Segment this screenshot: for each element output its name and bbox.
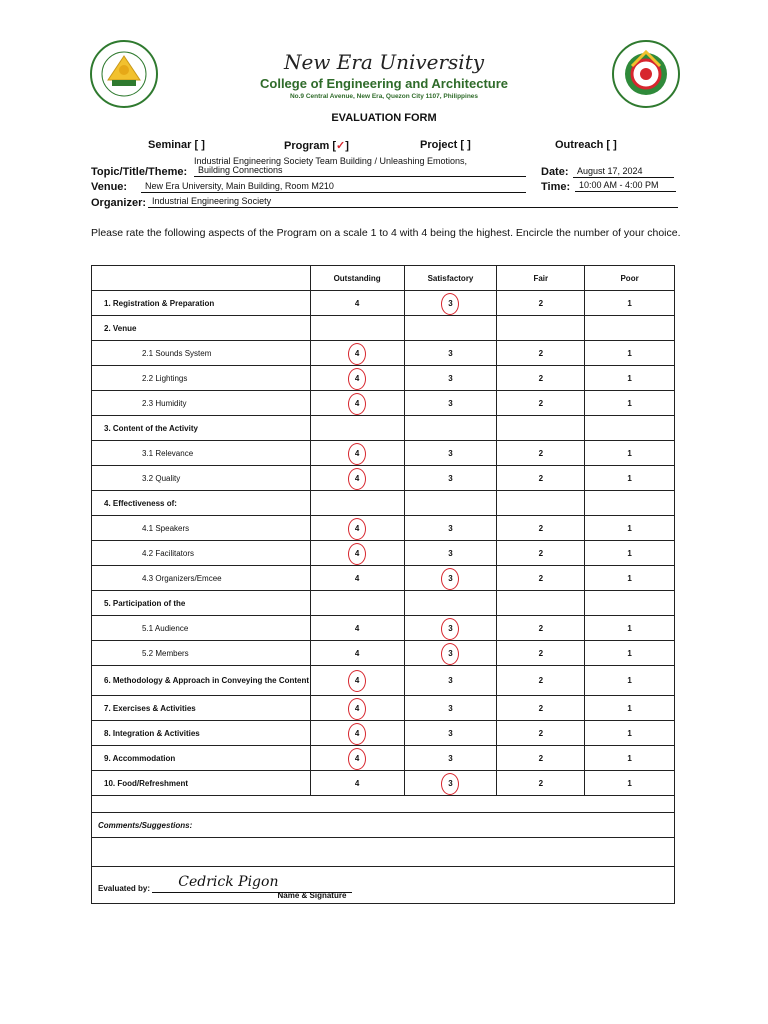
rating-selected-circle[interactable]: 4 <box>352 399 362 408</box>
rating-option[interactable]: 4 <box>354 573 360 583</box>
row-label: 2.2 Lightings <box>92 366 311 391</box>
rating-option[interactable]: 1 <box>627 448 632 458</box>
rating-option[interactable]: 2 <box>538 648 544 658</box>
venue-value[interactable]: New Era University, Main Building, Room M210 <box>141 181 526 193</box>
rating-cell[interactable] <box>404 341 497 366</box>
rating-option[interactable]: 1 <box>627 623 632 633</box>
rating-cell[interactable] <box>585 516 675 541</box>
rating-cell[interactable] <box>404 541 497 566</box>
rating-cell[interactable] <box>497 666 585 696</box>
row-label: 5.1 Audience <box>92 616 311 641</box>
signature: Cedrick Pigon <box>178 873 279 890</box>
table-row <box>92 566 675 591</box>
rating-selected-circle[interactable]: 4 <box>352 524 362 533</box>
rating-cell <box>497 591 585 616</box>
rating-cell <box>585 316 675 341</box>
category-outreach[interactable]: Outreach [ ] <box>555 139 617 151</box>
venue-label: Venue: <box>91 181 128 193</box>
rating-cell[interactable] <box>310 441 404 466</box>
rating-cell[interactable] <box>404 771 497 796</box>
row-label: 8. Integration & Activities <box>92 721 311 746</box>
rating-selected-circle[interactable]: 3 <box>445 624 455 633</box>
rating-cell <box>404 491 497 516</box>
row-label: 4.2 Facilitators <box>92 541 311 566</box>
rating-option[interactable]: 3 <box>448 753 453 763</box>
topic-value-line1: Industrial Engineering Society Team Building / Unleashing Emotions, <box>194 156 467 166</box>
table-row <box>92 591 675 616</box>
rating-cell[interactable] <box>404 746 497 771</box>
category-program[interactable]: Program [✓] <box>284 140 349 152</box>
rating-cell[interactable] <box>310 746 404 771</box>
rating-cell <box>585 416 675 441</box>
rating-option[interactable]: 3 <box>448 523 453 533</box>
rating-cell[interactable] <box>585 541 675 566</box>
header-cell-empty <box>92 266 311 291</box>
comments-row[interactable] <box>92 813 675 838</box>
row-label: 3.1 Relevance <box>92 441 311 466</box>
rating-cell[interactable] <box>404 641 497 666</box>
rating-cell[interactable] <box>585 466 675 491</box>
row-label: 6. Methodology & Approach in Conveying the Content <box>92 666 311 696</box>
table-row <box>92 466 675 491</box>
rating-option[interactable]: 2 <box>538 373 544 383</box>
row-label: 4.1 Speakers <box>92 516 311 541</box>
comments-field[interactable] <box>92 838 675 867</box>
category-project[interactable]: Project [ ] <box>420 139 471 151</box>
rating-cell[interactable] <box>585 771 675 796</box>
rating-selected-circle[interactable]: 4 <box>352 549 362 558</box>
rating-option[interactable]: 1 <box>627 298 632 308</box>
rating-option[interactable]: 1 <box>627 573 632 583</box>
row-label: 2.3 Humidity <box>92 391 311 416</box>
rating-cell[interactable] <box>497 466 585 491</box>
rating-cell[interactable] <box>310 721 404 746</box>
date-value[interactable]: August 17, 2024 <box>573 166 674 178</box>
rating-option[interactable]: 4 <box>354 623 360 633</box>
rating-cell[interactable] <box>585 441 675 466</box>
rating-cell[interactable] <box>585 616 675 641</box>
table-row <box>92 441 675 466</box>
rating-cell[interactable] <box>585 341 675 366</box>
time-label: Time: <box>541 181 571 193</box>
rating-cell <box>404 591 497 616</box>
row-label: 4. Effectiveness of: <box>92 491 311 516</box>
rating-cell[interactable] <box>404 696 497 721</box>
table-row <box>92 316 675 341</box>
rating-option[interactable]: 2 <box>538 448 544 458</box>
rating-selected-circle[interactable]: 3 <box>445 779 455 788</box>
rating-cell[interactable] <box>310 566 404 591</box>
table-row <box>92 391 675 416</box>
rating-cell[interactable] <box>585 641 675 666</box>
rating-cell[interactable] <box>585 366 675 391</box>
rating-cell[interactable] <box>404 516 497 541</box>
rating-option[interactable]: 3 <box>448 728 453 738</box>
rating-option[interactable]: 2 <box>538 523 544 533</box>
rating-cell[interactable] <box>404 466 497 491</box>
rating-option[interactable]: 1 <box>627 778 632 788</box>
rating-option[interactable]: 3 <box>448 676 453 685</box>
rating-option[interactable]: 2 <box>538 753 544 763</box>
signature-caption: Name & Signature <box>277 890 347 900</box>
rating-selected-circle[interactable]: 4 <box>352 449 362 458</box>
rating-cell <box>310 491 404 516</box>
rating-cell[interactable] <box>585 566 675 591</box>
program-checkbox[interactable]: [✓] <box>332 140 349 152</box>
rating-option[interactable]: 3 <box>448 473 453 483</box>
rating-cell[interactable] <box>310 616 404 641</box>
rating-selected-circle[interactable]: 4 <box>352 349 362 358</box>
table-row <box>92 541 675 566</box>
rating-option[interactable]: 3 <box>448 548 453 558</box>
row-label: 2. Venue <box>92 316 311 341</box>
rating-selected-circle[interactable]: 4 <box>352 374 362 383</box>
time-value[interactable]: 10:00 AM - 4:00 PM <box>575 180 676 192</box>
column-header-outstanding: Outstanding <box>310 266 404 291</box>
rating-cell[interactable] <box>497 516 585 541</box>
rating-cell[interactable] <box>585 391 675 416</box>
rating-option[interactable]: 2 <box>538 703 544 713</box>
topic-label: Topic/Title/Theme: <box>91 166 188 178</box>
table-header-row <box>92 266 675 291</box>
rating-option[interactable]: 3 <box>448 448 453 458</box>
rating-cell[interactable] <box>497 441 585 466</box>
organizer-label: Organizer: <box>91 197 147 209</box>
rating-option[interactable]: 2 <box>538 348 544 358</box>
table-row <box>92 366 675 391</box>
rating-option[interactable]: 1 <box>627 703 632 713</box>
rating-cell <box>497 316 585 341</box>
rating-cell[interactable] <box>310 696 404 721</box>
rating-cell[interactable] <box>310 291 404 316</box>
check-mark-icon: ✓ <box>335 140 346 152</box>
rating-selected-circle[interactable]: 3 <box>445 649 455 658</box>
rating-cell <box>404 316 497 341</box>
rating-cell[interactable] <box>404 566 497 591</box>
table-row <box>92 721 675 746</box>
rating-option[interactable]: 4 <box>354 648 360 658</box>
rating-cell[interactable] <box>310 391 404 416</box>
project-checkbox[interactable]: [ ] <box>460 139 471 151</box>
rating-cell[interactable] <box>404 721 497 746</box>
table-row <box>92 491 675 516</box>
table-row <box>92 616 675 641</box>
rating-option[interactable]: 1 <box>627 676 632 685</box>
rating-selected-circle[interactable]: 4 <box>352 729 362 738</box>
table-row <box>92 666 675 696</box>
rating-cell[interactable] <box>585 666 675 696</box>
row-label: 9. Accommodation <box>92 746 311 771</box>
college-name: College of Engineering and Architecture <box>260 76 508 91</box>
table-row <box>92 516 675 541</box>
rating-option[interactable]: 1 <box>627 523 632 533</box>
rating-cell[interactable] <box>585 696 675 721</box>
rating-option[interactable]: 1 <box>627 373 632 383</box>
topic-value-line2[interactable]: Building Connections <box>194 165 526 177</box>
rating-cell <box>497 491 585 516</box>
rating-option[interactable]: 3 <box>448 373 453 383</box>
rating-selected-circle[interactable]: 4 <box>352 474 362 483</box>
rating-cell[interactable] <box>310 366 404 391</box>
table-row <box>92 771 675 796</box>
rating-option[interactable]: 3 <box>448 348 453 358</box>
row-label: 3.2 Quality <box>92 466 311 491</box>
row-label: 7. Exercises & Activities <box>92 696 311 721</box>
rating-cell[interactable] <box>497 366 585 391</box>
rating-cell[interactable] <box>497 341 585 366</box>
rating-option[interactable]: 1 <box>627 348 632 358</box>
rating-cell[interactable] <box>310 341 404 366</box>
rating-option[interactable]: 2 <box>538 676 544 685</box>
rating-cell[interactable] <box>497 721 585 746</box>
evaluated-by-row <box>92 867 675 904</box>
rating-cell <box>585 591 675 616</box>
row-label: 2.1 Sounds System <box>92 341 311 366</box>
rating-cell[interactable] <box>404 291 497 316</box>
rating-cell[interactable] <box>310 516 404 541</box>
rating-option[interactable]: 2 <box>538 548 544 558</box>
rating-selected-circle[interactable]: 3 <box>445 574 455 583</box>
rating-cell[interactable] <box>497 746 585 771</box>
rating-cell[interactable] <box>585 746 675 771</box>
rating-option[interactable]: 1 <box>627 473 632 483</box>
rating-option[interactable]: 3 <box>448 398 453 408</box>
rating-option[interactable]: 4 <box>354 298 360 308</box>
rating-cell[interactable] <box>404 616 497 641</box>
university-address: No.9 Central Avenue, New Era, Quezon City 1107, Philippines <box>289 93 479 100</box>
date-label: Date: <box>541 166 569 178</box>
rating-cell[interactable] <box>310 541 404 566</box>
evaluation-table <box>91 265 675 904</box>
column-header-fair: Fair <box>497 266 585 291</box>
rating-cell[interactable] <box>497 696 585 721</box>
outreach-checkbox[interactable]: [ ] <box>606 139 617 151</box>
rating-cell[interactable] <box>585 721 675 746</box>
rating-option[interactable]: 1 <box>627 548 632 558</box>
rating-cell[interactable] <box>497 566 585 591</box>
table-row <box>92 641 675 666</box>
rating-option[interactable]: 2 <box>538 728 544 738</box>
rating-cell <box>310 416 404 441</box>
rating-option[interactable]: 1 <box>627 753 632 763</box>
rating-selected-circle[interactable]: 4 <box>352 704 362 713</box>
category-seminar[interactable]: Seminar [ ] <box>148 139 205 151</box>
rating-cell[interactable] <box>497 391 585 416</box>
rating-cell[interactable] <box>310 466 404 491</box>
rating-cell[interactable] <box>497 771 585 796</box>
rating-option[interactable]: 2 <box>538 298 544 308</box>
table-row <box>92 416 675 441</box>
rating-cell[interactable] <box>585 291 675 316</box>
organizer-value[interactable]: Industrial Engineering Society <box>148 196 678 208</box>
form-title: EVALUATION FORM <box>331 112 437 124</box>
rating-option[interactable]: 2 <box>538 573 544 583</box>
rating-cell <box>404 416 497 441</box>
rating-cell <box>310 316 404 341</box>
table-row <box>92 341 675 366</box>
rating-cell <box>497 416 585 441</box>
table-row <box>92 696 675 721</box>
table-row <box>92 746 675 771</box>
rating-selected-circle[interactable]: 4 <box>352 754 362 763</box>
rating-cell[interactable] <box>497 641 585 666</box>
rating-cell <box>310 591 404 616</box>
blank-row <box>92 796 675 813</box>
rating-cell[interactable] <box>497 291 585 316</box>
rating-selected-circle[interactable]: 4 <box>352 676 362 685</box>
rating-option[interactable]: 1 <box>627 398 632 408</box>
rating-cell <box>585 491 675 516</box>
row-label: 3. Content of the Activity <box>92 416 311 441</box>
row-label: 5. Participation of the <box>92 591 311 616</box>
rating-option[interactable]: 2 <box>538 398 544 408</box>
rating-option[interactable]: 4 <box>354 778 360 788</box>
rating-option[interactable]: 1 <box>627 728 632 738</box>
rating-cell[interactable] <box>310 771 404 796</box>
comments-input-row[interactable] <box>92 838 675 867</box>
table-row <box>92 291 675 316</box>
rating-selected-circle[interactable]: 3 <box>445 299 455 308</box>
rating-cell[interactable] <box>497 616 585 641</box>
row-label: 1. Registration & Preparation <box>92 291 311 316</box>
seminar-checkbox[interactable]: [ ] <box>194 139 205 151</box>
rating-cell[interactable] <box>497 541 585 566</box>
rating-cell[interactable] <box>310 666 404 696</box>
rating-cell[interactable] <box>404 441 497 466</box>
row-label: 10. Food/Refreshment <box>92 771 311 796</box>
rating-cell[interactable] <box>404 666 497 696</box>
rating-option[interactable]: 2 <box>538 473 544 483</box>
column-header-satisfactory: Satisfactory <box>404 266 497 291</box>
row-label: 4.3 Organizers/Emcee <box>92 566 311 591</box>
rating-option[interactable]: 1 <box>627 648 632 658</box>
row-label: 5.2 Members <box>92 641 311 666</box>
evaluated-by-label: Evaluated by: <box>98 883 151 893</box>
comments-label: Comments/Suggestions: <box>92 813 675 838</box>
rating-cell[interactable] <box>404 366 497 391</box>
university-name: New Era University <box>283 50 485 74</box>
rating-option[interactable]: 2 <box>538 778 544 788</box>
rating-cell[interactable] <box>404 391 497 416</box>
instructions: Please rate the following aspects of the Program on a scale 1 to 4 with 4 being the highest. Encircle the number of your choice. <box>91 227 681 239</box>
rating-cell[interactable] <box>310 641 404 666</box>
rating-option[interactable]: 3 <box>448 703 453 713</box>
rating-option[interactable]: 2 <box>538 623 544 633</box>
column-header-poor: Poor <box>585 266 675 291</box>
